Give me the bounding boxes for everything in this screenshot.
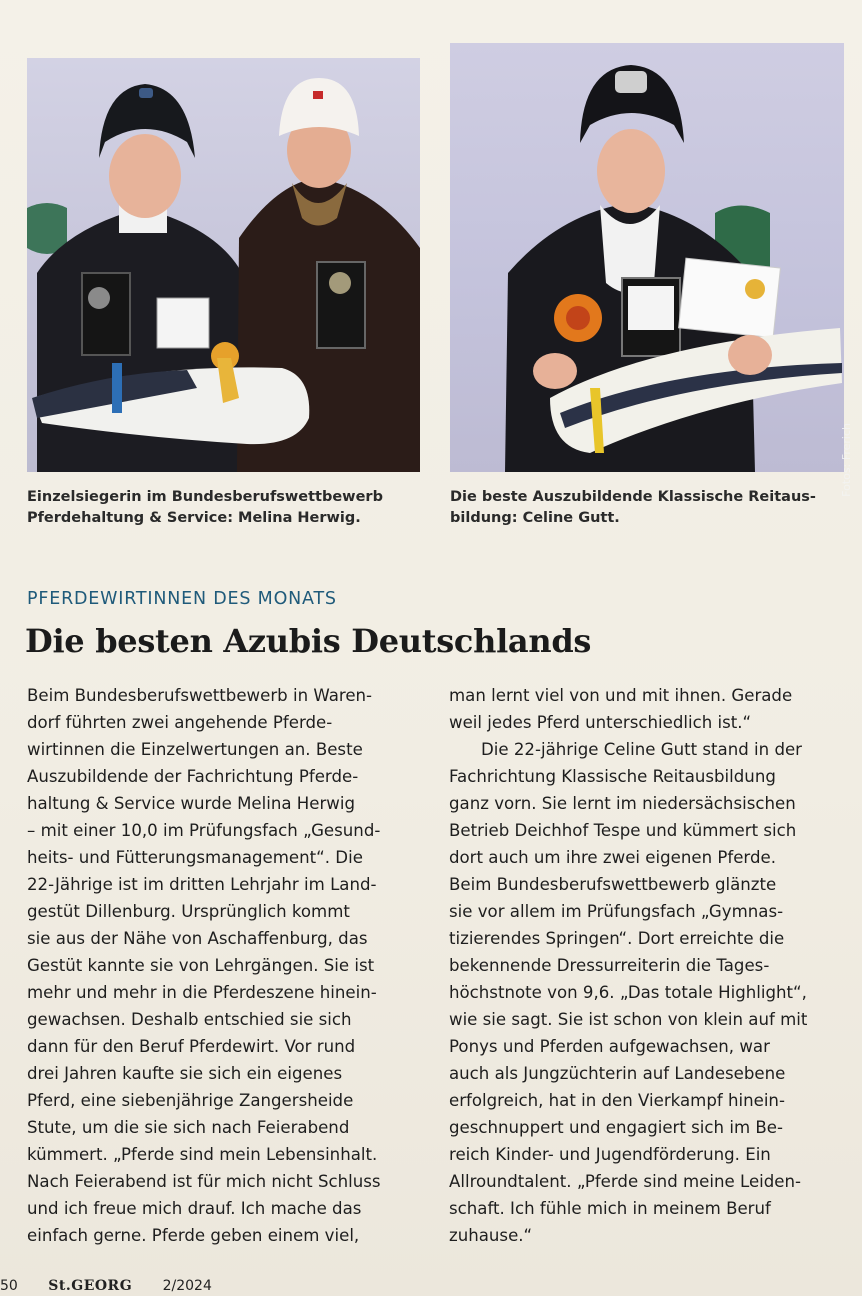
body-text-line: reich Kinder- und Jugendförderung. Ein xyxy=(449,1145,771,1164)
body-text-line: einfach gerne. Pferde geben einem viel, xyxy=(27,1226,360,1245)
body-text-line: Ponys und Pferden aufgewachsen, war xyxy=(449,1037,770,1056)
body-text-line: weil jedes Pferd unterschiedlich ist.“ xyxy=(449,713,752,732)
body-text-line: erfolgreich, hat in den Vierkampf hinein- xyxy=(449,1091,785,1110)
body-text-line: mehr und mehr in die Pferdeszene hinein- xyxy=(27,983,377,1002)
body-text-line: Gestüt kannte sie von Lehrgängen. Sie ist xyxy=(27,956,375,975)
body-text-line: Beim Bundesberufswettbewerb in Waren- xyxy=(27,686,373,705)
body-text-line: Betrieb Deichhof Tespe und kümmert sich xyxy=(449,821,797,840)
body-text-line: kümmert. „Pferde sind mein Lebensinhalt. xyxy=(27,1145,378,1164)
article-column-right xyxy=(449,682,849,1249)
caption-line: Die beste Auszubildende Klassische Reitaus- xyxy=(450,489,816,505)
body-text-line: 22-Jährige ist im dritten Lehrjahr im Land- xyxy=(27,875,377,894)
body-text-line: dorf führten zwei angehende Pferde- xyxy=(27,713,333,732)
article-column-left xyxy=(27,682,427,1249)
caption-right xyxy=(450,487,845,529)
body-text-line: höchstnote von 9,6. „Das totale Highlight“, xyxy=(449,983,807,1002)
caption-line: Pferdehaltung & Service: Melina Herwig. xyxy=(27,510,361,526)
body-text-line: zuhause.“ xyxy=(449,1226,533,1245)
photo-illustration-left xyxy=(27,58,420,472)
body-text-line: Stute, um die sie sich nach Feierabend xyxy=(27,1118,350,1137)
body-text-line: wie sie sagt. Sie ist schon von klein auf mit xyxy=(449,1010,808,1029)
body-text-line: gewachsen. Deshalb entschied sie sich xyxy=(27,1010,352,1029)
body-text-line: schaft. Ich fühle mich in meinem Beruf xyxy=(449,1199,771,1218)
body-text-line: ganz vorn. Sie lernt im niedersächsischen xyxy=(449,794,796,813)
body-text-line: Die 22-jährige Celine Gutt stand in der xyxy=(481,740,803,759)
body-text-line: tizierendes Springen“. Dort erreichte die xyxy=(449,929,785,948)
issue-number: 2/2024 xyxy=(162,1278,212,1294)
magazine-name: St.GEORG xyxy=(48,1278,133,1294)
body-text-line: Allroundtalent. „Pferde sind meine Leiden- xyxy=(449,1172,802,1191)
body-text-line: heits- und Fütterungsmanagement“. Die xyxy=(27,848,363,867)
body-text-line: – mit einer 10,0 im Prüfungsfach „Gesund- xyxy=(27,821,381,840)
caption-left xyxy=(27,487,427,529)
page-footer xyxy=(0,1278,238,1294)
article-kicker: PFERDEWIRTINNEN DES MONATS xyxy=(27,589,337,609)
caption-line: Einzelsiegerin im Bundesberufswettbewerb xyxy=(27,489,383,505)
body-text-line: haltung & Service wurde Melina Herwig xyxy=(27,794,356,813)
body-text-line: bekennende Dressurreiterin die Tages- xyxy=(449,956,770,975)
body-text-line: auch als Jungzüchterin auf Landesebene xyxy=(449,1064,786,1083)
body-text-line: Fachrichtung Klassische Reitausbildung xyxy=(449,767,776,786)
body-text-line: Nach Feierabend ist für mich nicht Schluss xyxy=(27,1172,381,1191)
body-text-line: und ich freue mich drauf. Ich mache das xyxy=(27,1199,362,1218)
body-text-line: dort auch um ihre zwei eigenen Pferde. xyxy=(449,848,776,867)
body-text-line: dann für den Beruf Pferdewirt. Vor rund xyxy=(27,1037,356,1056)
article-headline: Die besten Azubis Deutschlands xyxy=(25,622,592,660)
body-text-line: Pferd, eine siebenjährige Zangersheide xyxy=(27,1091,354,1110)
body-text-line: sie aus der Nähe von Aschaffenburg, das xyxy=(27,929,368,948)
photo-illustration-right xyxy=(450,43,844,472)
body-text-line: drei Jahren kaufte sie sich ein eigenes xyxy=(27,1064,343,1083)
body-text-line: wirtinnen die Einzelwertungen an. Beste xyxy=(27,740,363,759)
body-text-line: gestüt Dillenburg. Ursprünglich kommt xyxy=(27,902,350,921)
caption-line: bildung: Celine Gutt. xyxy=(450,510,620,526)
body-text-line: Beim Bundesberufswettbewerb glänzte xyxy=(449,875,777,894)
body-text-line: geschnuppert und engagiert sich im Be- xyxy=(449,1118,783,1137)
page-number: 50 xyxy=(0,1278,18,1294)
body-text-line: sie vor allem im Prüfungsfach „Gymnas- xyxy=(449,902,784,921)
photo-melina-herwig xyxy=(27,58,420,472)
body-text-line: man lernt viel von und mit ihnen. Gerade xyxy=(449,686,793,705)
photo-credit: Fotos: Frerich xyxy=(840,423,853,497)
body-text-line: Auszubildende der Fachrichtung Pferde- xyxy=(27,767,359,786)
